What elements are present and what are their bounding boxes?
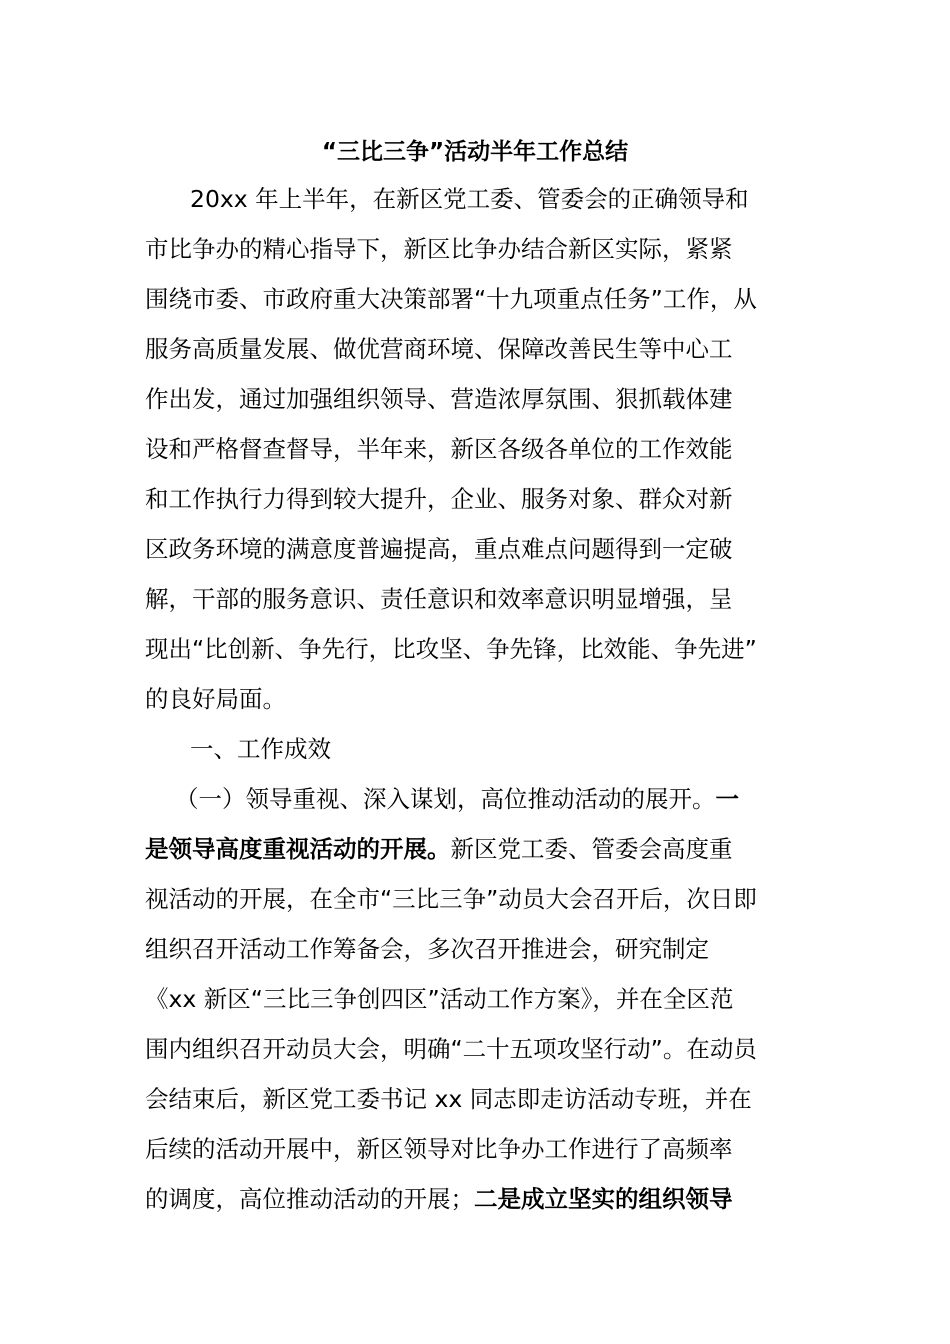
paragraph-line: 作出发，通过加强组织领导、营造浓厚氛围、狠抓载体建 (145, 385, 733, 413)
paragraph-line: 现出“比创新、争先行，比攻坚、争先锋，比效能、争先进” (145, 635, 757, 663)
subsection-heading-text: （一）领导重视、深入谋划，高位推动活动的展开。 (175, 785, 716, 813)
paragraph-text: 的调度，高位推动活动的开展； (145, 1185, 474, 1213)
document-title: “三比三争”活动半年工作总结 (321, 139, 629, 165)
paragraph-line: 市比争办的精心指导下，新区比争办结合新区实际，紧紧 (145, 235, 733, 263)
bold-point-text: 二是成立坚实的组织领导 (474, 1185, 733, 1213)
bold-point-marker: 一 (715, 785, 739, 813)
paragraph-text: 新区党工委、管委会高度重 (450, 835, 733, 863)
subsection-heading-line (175, 781, 739, 817)
paragraph-line: 解，干部的服务意识、责任意识和效率意识明显增强，呈 (145, 585, 733, 613)
bold-point-text: 是领导高度重视活动的开展。 (145, 835, 451, 863)
paragraph-line: 区政务环境的满意度普遍提高，重点难点问题得到一定破 (145, 535, 733, 563)
paragraph-line: 会结束后，新区党工委书记 xx 同志即走访活动专班，并在 (145, 1085, 752, 1113)
paragraph-line: 的良好局面。 (145, 685, 286, 713)
paragraph-line: 和工作执行力得到较大提升，企业、服务对象、群众对新 (145, 485, 733, 513)
paragraph-line: 围绕市委、市政府重大决策部署“十九项重点任务”工作，从 (145, 285, 757, 313)
section-heading: 一、工作成效 (190, 735, 331, 763)
paragraph-line: 组织召开活动工作筹备会，多次召开推进会，研究制定 (145, 935, 709, 963)
paragraph-line: 设和严格督查督导，半年来，新区各级各单位的工作效能 (145, 435, 733, 463)
paragraph-line: 服务高质量发展、做优营商环境、保障改善民生等中心工 (145, 335, 733, 363)
paragraph-line (145, 1181, 733, 1217)
paragraph-line: 后续的活动开展中，新区领导对比争办工作进行了高频率 (145, 1135, 733, 1163)
paragraph-line: 20xx 年上半年，在新区党工委、管委会的正确领导和 (190, 185, 749, 213)
paragraph-line: 《xx 新区“三比三争创四区”活动工作方案》，并在全区范 (145, 985, 734, 1013)
paragraph-line: 视活动的开展，在全市“三比三争”动员大会召开后，次日即 (145, 885, 757, 913)
paragraph-line (145, 831, 733, 867)
paragraph-line: 围内组织召开动员大会，明确“二十五项攻坚行动”。在动员 (145, 1035, 757, 1063)
